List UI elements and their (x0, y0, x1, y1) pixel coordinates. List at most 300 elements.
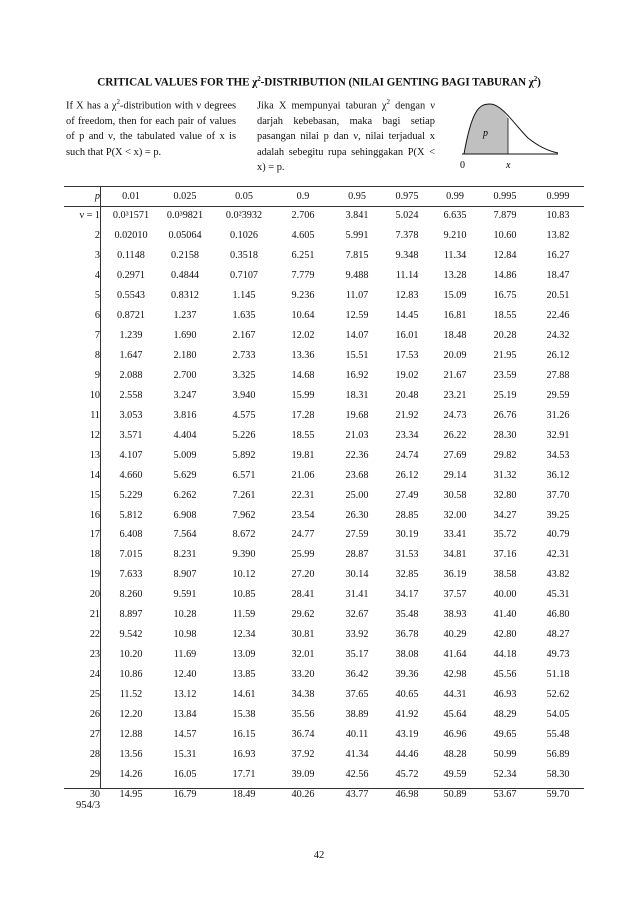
table-cell: 46.98 (395, 788, 419, 800)
table-row (64, 306, 584, 326)
table-cell: 42.56 (345, 768, 369, 780)
table-cell: 27.59 (345, 529, 369, 541)
table-cell: 4.107 (119, 449, 143, 461)
table-cell: 36.19 (443, 569, 467, 581)
table-cell: 16.79 (173, 788, 197, 800)
title-superscript: 2 (533, 75, 538, 83)
table-row (64, 724, 584, 744)
table-row (64, 744, 584, 764)
table-cell: 11.69 (173, 649, 197, 661)
table-row (64, 585, 584, 605)
table-cell: 29.82 (493, 449, 517, 461)
table-cell: 36.12 (546, 469, 570, 481)
table-cell: 36.42 (345, 669, 369, 681)
table-cell: 16.15 (232, 728, 256, 740)
table-cell: 10.64 (291, 310, 315, 322)
table-cell: 8.231 (173, 549, 197, 561)
title-text-part: -DISTRIBUTION (NILAI GENTING BAGI TABURAN (260, 76, 529, 89)
table-cell: 38.93 (443, 609, 467, 621)
row-degrees-of-freedom: 21 (89, 609, 100, 621)
row-degrees-of-freedom: 12 (89, 429, 100, 441)
table-cell: 12.84 (493, 250, 517, 262)
table-cell: 43.19 (395, 728, 419, 740)
table-row (64, 465, 584, 485)
table-row (64, 605, 584, 625)
row-degrees-of-freedom: 4 (94, 270, 100, 282)
table-cell: 0.0²3932 (225, 210, 263, 222)
table-cell: 13.12 (173, 688, 197, 700)
row-degrees-of-freedom: 29 (89, 768, 100, 780)
table-cell: 4.605 (291, 230, 315, 242)
table-cell: 2.088 (119, 369, 143, 381)
row-degrees-of-freedom: 17 (89, 529, 100, 541)
table-cell: 9.488 (345, 270, 369, 282)
table-cell: 48.28 (443, 748, 467, 760)
table-cell: 28.30 (493, 429, 517, 441)
title-chi-symbol: χ (528, 76, 534, 89)
table-cell: 10.20 (119, 649, 143, 661)
table-cell: 5.226 (232, 429, 256, 441)
table-cell: 7.962 (232, 509, 256, 521)
row-degrees-of-freedom: 15 (89, 489, 100, 501)
table-cell: 3.841 (345, 210, 369, 222)
table-cell: 13.82 (546, 230, 570, 242)
table-cell: 7.633 (119, 569, 143, 581)
title-superscript: 2 (257, 75, 261, 83)
table-cell: 12.59 (345, 310, 369, 322)
row-degrees-of-freedom: 23 (89, 649, 100, 661)
table-cell: 7.015 (119, 549, 143, 561)
chi-square-table (64, 187, 584, 804)
table-cell: 2.180 (173, 350, 197, 362)
table-cell: 32.85 (395, 569, 419, 581)
table-cell: 10.83 (546, 210, 570, 222)
table-row (64, 485, 584, 505)
table-cell: 34.17 (395, 589, 419, 601)
table-cell: 46.96 (443, 728, 467, 740)
header-probability: 0.9 (296, 191, 310, 202)
table-cell: 5.629 (173, 469, 197, 481)
table-cell: 9.390 (232, 549, 256, 561)
table-cell: 25.19 (493, 389, 517, 401)
table-cell: 49.73 (546, 649, 570, 661)
table-cell: 14.45 (395, 310, 419, 322)
table-cell: 12.02 (291, 330, 315, 342)
table-cell: 17.28 (291, 409, 315, 421)
table-row (64, 764, 584, 784)
table-cell: 27.49 (395, 489, 419, 501)
table-cell: 4.404 (173, 429, 197, 441)
table-cell: 28.85 (395, 509, 419, 521)
table-cell: 40.11 (345, 728, 369, 740)
table-cell: 5.892 (232, 449, 256, 461)
table-cell: 38.08 (395, 649, 419, 661)
table-cell: 10.98 (173, 629, 197, 641)
table-cell: 16.75 (493, 290, 517, 302)
table-cell: 9.591 (173, 589, 197, 601)
table-cell: 40.00 (493, 589, 517, 601)
table-cell: 56.89 (546, 748, 570, 760)
table-cell: 32.67 (345, 609, 369, 621)
table-body (64, 206, 584, 804)
table-cell: 18.48 (443, 330, 467, 342)
table-cell: 48.27 (546, 629, 570, 641)
table-cell: 0.0³1571 (112, 210, 150, 222)
row-degrees-of-freedom: 9 (94, 369, 100, 381)
table-cell: 19.02 (395, 369, 419, 381)
row-degrees-of-freedom: 3 (94, 250, 100, 262)
table-cell: 26.12 (546, 350, 570, 362)
table-cell: 16.81 (443, 310, 467, 322)
table-cell: 35.56 (291, 708, 315, 720)
table-cell: 25.99 (291, 549, 315, 561)
table-cell: 10.86 (119, 669, 143, 681)
row-degrees-of-freedom: 11 (90, 409, 100, 421)
table-cell: 21.95 (493, 350, 517, 362)
table-cell: 21.03 (345, 429, 369, 441)
table-row (64, 525, 584, 545)
table-cell: 14.57 (173, 728, 197, 740)
table-cell: 23.59 (493, 369, 517, 381)
table-cell: 55.48 (546, 728, 570, 740)
table-cell: 29.59 (546, 389, 570, 401)
table-cell: 17.71 (232, 768, 256, 780)
table-cell: 37.70 (546, 489, 570, 501)
table-cell: 38.89 (345, 708, 369, 720)
table-cell: 13.85 (232, 669, 256, 681)
row-degrees-of-freedom: 25 (89, 688, 100, 700)
table-cell: 45.72 (395, 768, 419, 780)
table-cell: 10.12 (232, 569, 256, 581)
table-cell: 5.991 (345, 230, 369, 242)
table-cell: 14.61 (232, 688, 256, 700)
header-probability: 0.99 (446, 191, 464, 202)
table-cell: 0.4844 (170, 270, 199, 282)
row-degrees-of-freedom: ν = 1 (79, 210, 100, 222)
table-cell: 13.36 (291, 350, 315, 362)
table-cell: 54.05 (546, 708, 570, 720)
row-degrees-of-freedom: 8 (94, 350, 100, 362)
table-row (64, 326, 584, 346)
row-degrees-of-freedom: 24 (89, 669, 100, 681)
table-cell: 2.733 (232, 350, 256, 362)
table-cell: 22.31 (291, 489, 315, 501)
table-cell: 26.76 (493, 409, 517, 421)
table-cell: 44.18 (493, 649, 517, 661)
table-cell: 48.29 (493, 708, 517, 720)
table-cell: 43.77 (345, 788, 369, 800)
table-cell: 24.32 (546, 330, 570, 342)
table-row (64, 206, 584, 226)
table-cell: 34.81 (443, 549, 467, 561)
table-cell: 16.92 (345, 369, 369, 381)
table-cell: 21.06 (291, 469, 315, 481)
table-cell: 15.99 (291, 389, 315, 401)
table-cell: 7.564 (173, 529, 197, 541)
table-cell: 18.31 (345, 389, 369, 401)
table-cell: 13.09 (232, 649, 256, 661)
header-probability: 0.95 (348, 191, 366, 202)
table-cell: 20.09 (443, 350, 467, 362)
row-degrees-of-freedom: 10 (89, 389, 100, 401)
table-cell: 32.01 (291, 649, 315, 661)
table-cell: 0.05064 (168, 230, 202, 242)
table-cell: 41.64 (443, 649, 467, 661)
table-cell: 46.93 (493, 688, 517, 700)
table-cell: 53.67 (493, 788, 517, 800)
table-cell: 14.86 (493, 270, 517, 282)
title-text-part: ) (537, 76, 541, 89)
header-probability: 0.025 (173, 191, 197, 202)
table-cell: 24.74 (395, 449, 419, 461)
paper-code: 954/3 (76, 800, 101, 811)
table-cell: 0.8312 (170, 290, 199, 302)
table-cell: 9.236 (291, 290, 315, 302)
table-cell: 2.558 (119, 389, 143, 401)
table-row (64, 445, 584, 465)
table-cell: 1.237 (173, 310, 197, 322)
table-cell: 45.64 (443, 708, 467, 720)
table-row (64, 625, 584, 645)
table-cell: 33.92 (345, 629, 369, 641)
table-cell: 41.34 (345, 748, 369, 760)
table-cell: 18.47 (546, 270, 570, 282)
table-cell: 33.41 (443, 529, 467, 541)
table-cell: 22.46 (546, 310, 570, 322)
table-cell: 29.62 (291, 609, 315, 621)
table-cell: 7.879 (493, 210, 517, 222)
table-cell: 31.53 (395, 549, 419, 561)
table-cell: 1.145 (232, 290, 256, 302)
table-row (64, 286, 584, 306)
table-cell: 8.672 (232, 529, 256, 541)
table-cell: 32.80 (493, 489, 517, 501)
table-cell: 27.88 (546, 369, 570, 381)
table-cell: 20.51 (546, 290, 570, 302)
page-title (0, 75, 638, 89)
table-cell: 12.83 (395, 290, 419, 302)
table-cell: 51.18 (546, 669, 570, 681)
table-cell: 31.32 (493, 469, 517, 481)
table-cell: 9.348 (395, 250, 419, 262)
table-cell: 41.40 (493, 609, 517, 621)
table-cell: 37.16 (493, 549, 517, 561)
table-cell: 15.09 (443, 290, 467, 302)
table-cell: 14.68 (291, 369, 315, 381)
table-cell: 16.05 (173, 768, 197, 780)
table-cell: 52.34 (493, 768, 517, 780)
table-cell: 26.12 (395, 469, 419, 481)
header-probability: 0.05 (235, 191, 253, 202)
table-row (64, 246, 584, 266)
table-cell: 2.706 (291, 210, 315, 222)
table-row (64, 266, 584, 286)
table-cell: 33.20 (291, 669, 315, 681)
table-cell: 0.2158 (170, 250, 199, 262)
table-cell: 30.19 (395, 529, 419, 541)
row-degrees-of-freedom: 28 (89, 748, 100, 760)
table-cell: 43.82 (546, 569, 570, 581)
table-cell: 32.91 (546, 429, 570, 441)
table-cell: 3.053 (119, 409, 143, 421)
table-cell: 31.41 (345, 589, 369, 601)
table-cell: 2.167 (232, 330, 256, 342)
table-row (64, 545, 584, 565)
table-cell: 37.57 (443, 589, 467, 601)
row-degrees-of-freedom: 22 (89, 629, 100, 641)
malay-description: Jika X mempunyai taburan $\chi^2$ dengan ν darjah kebebasan, maka bagi setiap pasangan nilai p dan ν, nilai terjadual x adalah sebegitu rupa sehinggakan P(X < x) = p. (257, 98, 435, 174)
table-cell: 39.25 (546, 509, 570, 521)
table-cell: 1.239 (119, 330, 143, 342)
table-cell: 18.55 (291, 429, 315, 441)
origin-label: 0 (460, 160, 465, 171)
table-cell: 40.29 (443, 629, 467, 641)
table-cell: 34.38 (291, 688, 315, 700)
table-cell: 5.229 (119, 489, 143, 501)
table-cell: 10.85 (232, 589, 256, 601)
table-row (64, 385, 584, 405)
table-cell: 16.27 (546, 250, 570, 262)
table-cell: 7.378 (395, 230, 419, 242)
chi-square-density-figure (450, 88, 560, 176)
table-cell: 18.55 (493, 310, 517, 322)
table-cell: 50.99 (493, 748, 517, 760)
table-row (64, 565, 584, 585)
table-cell: 39.09 (291, 768, 315, 780)
table-cell: 42.98 (443, 669, 467, 681)
table-cell: 8.907 (173, 569, 197, 581)
table-cell: 34.27 (493, 509, 517, 521)
table-cell: 38.58 (493, 569, 517, 581)
table-cell: 24.77 (291, 529, 315, 541)
table-cell: 6.262 (173, 489, 197, 501)
table-cell: 36.78 (395, 629, 419, 641)
table-row (64, 784, 584, 804)
row-degrees-of-freedom: 26 (89, 708, 100, 720)
table-cell: 5.024 (395, 210, 419, 222)
table-cell: 6.251 (291, 250, 315, 262)
table-cell: 16.93 (232, 748, 256, 760)
table-cell: 11.52 (119, 688, 143, 700)
table-row (64, 226, 584, 246)
table-row (64, 405, 584, 425)
table-cell: 12.88 (119, 728, 143, 740)
header-probability: 0.975 (395, 191, 419, 202)
table-cell: 22.36 (345, 449, 369, 461)
table-cell: 0.1148 (117, 250, 145, 262)
table-cell: 45.31 (546, 589, 570, 601)
table-cell: 37.92 (291, 748, 315, 760)
row-degrees-of-freedom: 13 (89, 449, 100, 461)
table-cell: 0.8721 (116, 310, 145, 322)
table-cell: 9.542 (119, 629, 143, 641)
header-probability: 0.999 (546, 191, 570, 202)
table-cell: 23.34 (395, 429, 419, 441)
table-cell: 44.31 (443, 688, 467, 700)
table-cell: 49.65 (493, 728, 517, 740)
table-cell: 30.81 (291, 629, 315, 641)
table-cell: 5.812 (119, 509, 143, 521)
row-degrees-of-freedom: 2 (94, 230, 100, 242)
table-row (64, 645, 584, 665)
table-cell: 30.14 (345, 569, 369, 581)
table-cell: 4.575 (232, 409, 256, 421)
table-cell: 27.20 (291, 569, 315, 581)
header-p-label: p (94, 191, 100, 202)
table-cell: 1.690 (173, 330, 197, 342)
table-cell: 3.325 (232, 369, 256, 381)
table-cell: 23.54 (291, 509, 315, 521)
table-row (64, 665, 584, 685)
table-cell: 8.897 (119, 609, 143, 621)
table-cell: 12.40 (173, 669, 197, 681)
table-cell: 7.815 (345, 250, 369, 262)
table-cell: 20.48 (395, 389, 419, 401)
table-cell: 31.26 (546, 409, 570, 421)
table-cell: 8.260 (119, 589, 143, 601)
table-cell: 9.210 (443, 230, 467, 242)
table-cell: 30.58 (443, 489, 467, 501)
table-cell: 27.69 (443, 449, 467, 461)
table-cell: 59.70 (546, 788, 570, 800)
row-degrees-of-freedom: 6 (94, 310, 100, 322)
table-cell: 28.87 (345, 549, 369, 561)
table-cell: 0.02010 (114, 230, 148, 242)
table-cell: 25.00 (345, 489, 369, 501)
table-cell: 21.92 (395, 409, 419, 421)
table-cell: 13.84 (173, 708, 197, 720)
x-label: x (506, 160, 511, 171)
table-cell: 6.571 (232, 469, 256, 481)
table-cell: 2.700 (173, 369, 197, 381)
table-row (64, 425, 584, 445)
table-cell: 16.01 (395, 330, 419, 342)
table-cell: 35.48 (395, 609, 419, 621)
table-cell: 21.67 (443, 369, 467, 381)
table-cell: 1.635 (232, 310, 256, 322)
table-cell: 23.68 (345, 469, 369, 481)
table-cell: 58.30 (546, 768, 570, 780)
table-cell: 45.56 (493, 669, 517, 681)
table-row (64, 505, 584, 525)
table-cell: 13.28 (443, 270, 467, 282)
table-cell: 11.07 (345, 290, 369, 302)
row-degrees-of-freedom: 18 (89, 549, 100, 561)
table-cell: 42.31 (546, 549, 570, 561)
table-cell: 46.80 (546, 609, 570, 621)
p-label: p (483, 128, 488, 139)
row-degrees-of-freedom: 14 (89, 469, 100, 481)
table-cell: 36.74 (291, 728, 315, 740)
table-row (64, 685, 584, 705)
table-cell: 6.635 (443, 210, 467, 222)
table-cell: 32.00 (443, 509, 467, 521)
table-cell: 3.571 (119, 429, 143, 441)
table-cell: 20.28 (493, 330, 517, 342)
table-cell: 6.908 (173, 509, 197, 521)
table-cell: 24.73 (443, 409, 467, 421)
header-probability: 0.995 (493, 191, 517, 202)
table-cell: 50.89 (443, 788, 467, 800)
title-text-part: CRITICAL VALUES FOR THE (97, 76, 253, 89)
table-cell: 7.779 (291, 270, 315, 282)
header-probability: 0.01 (122, 191, 140, 202)
table-cell: 3.940 (232, 389, 256, 401)
table-cell: 5.009 (173, 449, 197, 461)
table-cell: 23.21 (443, 389, 467, 401)
table-cell: 18.49 (232, 788, 256, 800)
table-row (64, 704, 584, 724)
